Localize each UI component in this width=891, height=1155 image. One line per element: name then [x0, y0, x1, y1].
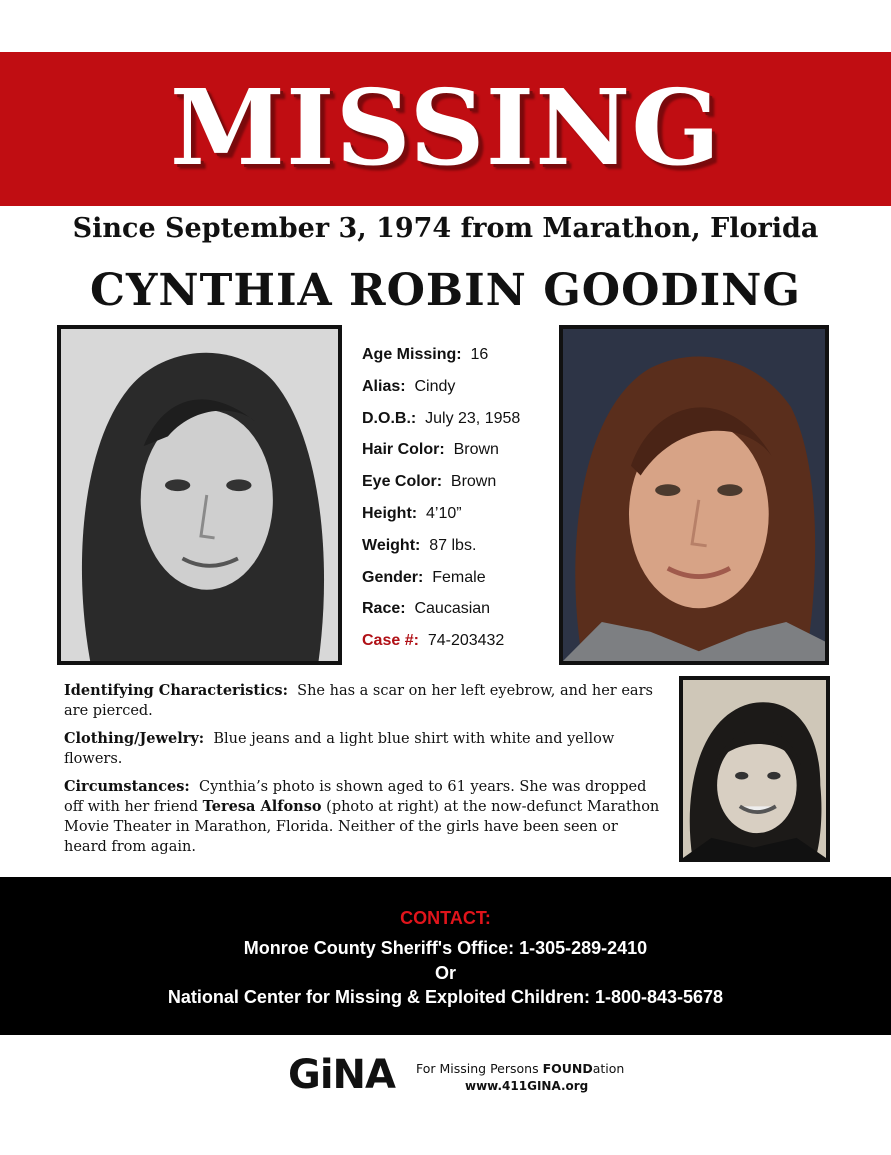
detail-label: Alias: [362, 377, 406, 395]
detail-row [362, 406, 552, 438]
detail-value: Brown [450, 473, 497, 491]
detail-value: Caucasian [414, 600, 491, 618]
detail-label: Age Missing: [362, 346, 462, 363]
detail-value: July 23, 1958 [425, 409, 521, 427]
detail-row [362, 565, 552, 597]
footer-logo-block [288, 1052, 628, 1100]
website-link[interactable]: www.411GINA.org [465, 1079, 589, 1093]
tagline-suffix: ation [592, 1061, 625, 1076]
detail-value: Cindy [414, 377, 456, 395]
identifying-characteristics [64, 681, 664, 721]
contact-or: Or [434, 963, 456, 983]
details-list [362, 342, 552, 660]
detail-value: 87 lbs. [429, 536, 477, 554]
circumstances-text-after: (photo at right) at the now-defunct Marathon Movie Theater in Marathon, Florida. Neither of the girls have been seen or heard from again. [64, 799, 660, 855]
circumstances-text-before: Cynthia’s photo is shown aged to 61 years. She was dropped off with her friend [64, 779, 647, 815]
detail-value: Brown [453, 441, 499, 459]
circumstances-label: Circumstances: [64, 778, 190, 795]
gina-tagline [416, 1061, 624, 1076]
detail-row [362, 501, 552, 533]
detail-label: Weight: [362, 536, 421, 554]
friend-name: Teresa Alfonso [202, 798, 322, 815]
detail-row [362, 469, 552, 501]
detail-value: 74-203432 [427, 632, 505, 650]
detail-value: 4’10” [426, 504, 462, 522]
detail-row [362, 342, 552, 374]
contact-heading: CONTACT: [400, 908, 491, 928]
identifying-text: She has a scar on her left eyebrow, and her ears are pierced. [64, 683, 653, 719]
detail-label: Case #: [362, 632, 419, 650]
sheriff-contact: Monroe County Sheriff's Office: 1-305-289-2410 [243, 938, 648, 958]
detail-row [362, 437, 552, 469]
detail-value: 16 [470, 346, 489, 363]
circumstances [64, 777, 664, 857]
detail-label: Eye Color: [362, 473, 443, 491]
missing-since-line: Since September 3, 1974 from Marathon, Florida [72, 213, 819, 244]
tagline-prefix: For Missing Persons [416, 1061, 543, 1076]
detail-label: Race: [362, 600, 406, 618]
age-progressed-photo [559, 325, 829, 665]
missing-title: MISSING [169, 66, 722, 189]
detail-label: Hair Color: [362, 441, 445, 459]
identifying-label: Identifying Characteristics: [64, 682, 288, 699]
clothing-text: Blue jeans and a light blue shirt with white and yellow flowers. [64, 731, 615, 767]
detail-row [362, 628, 552, 660]
person-name: CYNTHIA ROBIN GOODING [90, 265, 801, 316]
clothing-jewelry [64, 729, 664, 769]
detail-value: Female [432, 568, 486, 586]
clothing-label: Clothing/Jewelry: [64, 730, 205, 747]
detail-row [362, 596, 552, 628]
detail-label: Height: [362, 504, 418, 522]
detail-label: Gender: [362, 568, 424, 586]
ncmec-contact: National Center for Missing & Exploited Children: 1-800-843-5678 [167, 987, 724, 1007]
friend-photo [679, 676, 830, 862]
childhood-photo [57, 325, 342, 665]
description-section [64, 681, 664, 865]
detail-label: D.O.B.: [362, 409, 417, 427]
detail-row [362, 533, 552, 565]
gina-logo: GiNA [288, 1052, 395, 1098]
detail-row [362, 374, 552, 406]
tagline-bold: FOUND [542, 1061, 593, 1076]
